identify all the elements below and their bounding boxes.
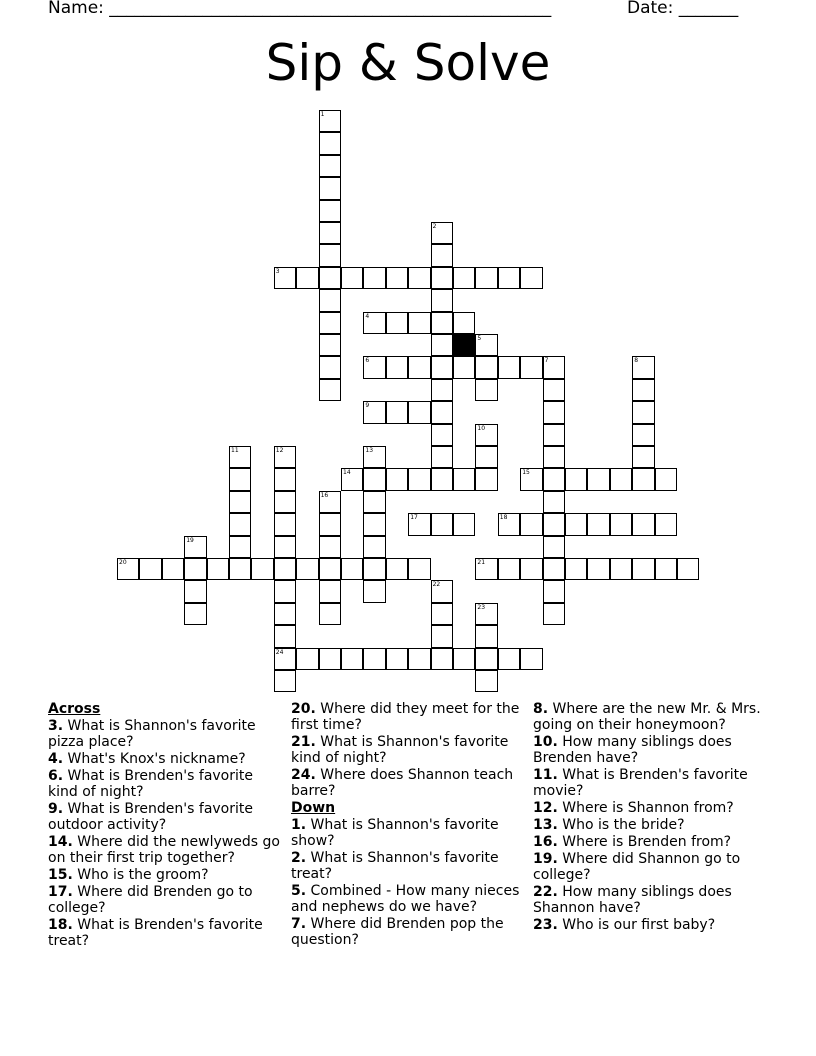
clue-number: 11 — [231, 447, 239, 454]
across-clue — [48, 917, 284, 949]
across-clue — [48, 884, 284, 916]
down-clue — [291, 850, 527, 882]
grid-cell[interactable] — [319, 379, 341, 401]
grid-cell[interactable] — [341, 468, 363, 490]
grid-cell[interactable] — [655, 468, 677, 490]
grid-cell[interactable] — [543, 513, 565, 535]
grid-cell[interactable] — [363, 312, 385, 334]
grid-cell[interactable] — [475, 625, 497, 647]
grid-cell[interactable] — [296, 267, 318, 289]
grid-cell[interactable] — [520, 267, 542, 289]
clue-number: 8 — [634, 357, 639, 365]
grid-cell[interactable] — [431, 424, 453, 446]
grid-cell[interactable] — [386, 312, 408, 334]
grid-cell[interactable] — [274, 446, 296, 468]
grid-cell[interactable] — [229, 446, 251, 468]
down-clue — [533, 800, 769, 816]
clue-text: Where did the newlyweds go on their first trip together? — [48, 834, 280, 866]
grid-cell[interactable] — [587, 513, 609, 535]
grid-cell[interactable] — [319, 312, 341, 334]
clue-number: 18 — [499, 514, 508, 522]
grid-cell[interactable] — [431, 468, 453, 490]
grid-cell[interactable] — [543, 558, 565, 580]
grid-cell[interactable] — [274, 648, 296, 670]
grid-cell[interactable] — [319, 200, 341, 222]
down-clue — [533, 817, 769, 833]
clue-number: 21. — [291, 734, 316, 750]
grid-cell[interactable] — [543, 468, 565, 490]
clue-number: 2. — [291, 850, 307, 866]
across-clue — [48, 768, 284, 800]
grid-cell[interactable] — [408, 401, 430, 423]
grid-cell[interactable] — [520, 558, 542, 580]
across-clue — [48, 801, 284, 833]
grid-cell[interactable] — [341, 267, 363, 289]
grid-cell[interactable] — [274, 558, 296, 580]
down-clue — [291, 817, 527, 849]
grid-cell[interactable] — [610, 468, 632, 490]
clues-column-3 — [533, 701, 769, 934]
clues-column-1 — [48, 701, 284, 950]
clues-column-2 — [291, 701, 527, 949]
grid-cell[interactable] — [431, 289, 453, 311]
grid-cell[interactable] — [117, 558, 139, 580]
grid-cell[interactable] — [431, 244, 453, 266]
grid-cell[interactable] — [408, 356, 430, 378]
grid-cell[interactable] — [431, 513, 453, 535]
clue-text: Where is Brenden from? — [557, 834, 732, 850]
grid-cell[interactable] — [475, 424, 497, 446]
grid-cell[interactable] — [408, 312, 430, 334]
grid-cell[interactable] — [431, 648, 453, 670]
grid-cell[interactable] — [363, 513, 385, 535]
clue-number: 15 — [522, 469, 530, 477]
grid-cell[interactable] — [565, 558, 587, 580]
grid-cell[interactable] — [319, 334, 341, 356]
down-clue — [533, 917, 769, 933]
grid-cell[interactable] — [632, 424, 654, 446]
down-clue — [533, 734, 769, 766]
grid-cell[interactable] — [498, 558, 520, 580]
clue-number: 9 — [365, 402, 370, 410]
grid-cell[interactable] — [587, 558, 609, 580]
clue-number: 13. — [533, 817, 558, 833]
grid-cell[interactable] — [632, 446, 654, 468]
clue-number: 16. — [533, 834, 558, 850]
grid-cell[interactable] — [319, 244, 341, 266]
grid-cell[interactable] — [453, 267, 475, 289]
grid-cell[interactable] — [341, 558, 363, 580]
grid-cell[interactable] — [431, 580, 453, 602]
grid-cell[interactable] — [184, 580, 206, 602]
clue-number: 14 — [343, 469, 351, 477]
grid-cell[interactable] — [453, 648, 475, 670]
grid-cell[interactable] — [319, 648, 341, 670]
clue-number: 5. — [291, 883, 307, 899]
grid-cell[interactable] — [274, 603, 296, 625]
grid-cell[interactable] — [207, 558, 229, 580]
grid-cell[interactable] — [274, 468, 296, 490]
across-clue — [48, 718, 284, 750]
grid-cell[interactable] — [363, 401, 385, 423]
clue-text: What is Shannon's favorite treat? — [291, 850, 499, 882]
grid-cell[interactable] — [475, 648, 497, 670]
grid-cell[interactable] — [543, 356, 565, 378]
down-clue — [533, 851, 769, 883]
grid-cell[interactable] — [319, 513, 341, 535]
across-clue — [291, 767, 527, 799]
across-clue — [291, 734, 527, 766]
grid-cell[interactable] — [565, 513, 587, 535]
grid-cell[interactable] — [543, 401, 565, 423]
grid-cell[interactable] — [475, 603, 497, 625]
grid-cell[interactable] — [610, 513, 632, 535]
grid-cell[interactable] — [453, 312, 475, 334]
grid-cell[interactable] — [386, 558, 408, 580]
clue-number: 19. — [533, 851, 558, 867]
clue-number: 24 — [275, 648, 284, 656]
grid-cell[interactable] — [386, 401, 408, 423]
grid-cell[interactable] — [319, 155, 341, 177]
clue-number: 1 — [320, 111, 325, 118]
grid-cell[interactable] — [363, 558, 385, 580]
clue-number: 12. — [533, 800, 558, 816]
grid-cell[interactable] — [319, 222, 341, 244]
grid-cell[interactable] — [229, 536, 251, 558]
grid-cell[interactable] — [677, 558, 699, 580]
grid-cell[interactable] — [363, 491, 385, 513]
grid-cell[interactable] — [543, 379, 565, 401]
clue-number: 10. — [533, 734, 558, 750]
clue-text: Who is the bride? — [557, 817, 685, 833]
grid-cell[interactable] — [543, 491, 565, 513]
grid-cell[interactable] — [408, 513, 430, 535]
clue-text: Where does Shannon teach barre? — [291, 767, 514, 799]
clue-number: 4 — [365, 312, 370, 320]
grid-cell[interactable] — [274, 536, 296, 558]
across-clue — [48, 751, 284, 767]
grid-cell[interactable] — [453, 513, 475, 535]
grid-cell[interactable] — [431, 625, 453, 647]
grid-cell[interactable] — [319, 558, 341, 580]
down-clue — [291, 883, 527, 915]
down-clue — [533, 834, 769, 850]
clue-text: Combined - How many nieces and nephews do we have? — [291, 883, 520, 915]
grid-cell[interactable] — [655, 513, 677, 535]
grid-cell[interactable] — [543, 580, 565, 602]
clue-number: 7 — [544, 357, 549, 365]
grid-cell[interactable] — [498, 267, 520, 289]
grid-cell[interactable] — [520, 513, 542, 535]
grid-cell[interactable] — [296, 648, 318, 670]
grid-cell[interactable] — [632, 356, 654, 378]
grid-cell[interactable] — [319, 267, 341, 289]
clue-number: 19 — [186, 536, 194, 544]
clue-text: Who is our first baby? — [557, 917, 716, 933]
clue-number: 3 — [275, 267, 280, 275]
grid-cell[interactable] — [319, 289, 341, 311]
clue-number: 14. — [48, 834, 73, 850]
grid-cell[interactable] — [319, 580, 341, 602]
clue-number: 21 — [477, 559, 486, 566]
grid-cell[interactable] — [319, 536, 341, 558]
grid-cell[interactable] — [319, 110, 341, 132]
clue-number: 12 — [275, 447, 284, 454]
grid-cell[interactable] — [319, 491, 341, 513]
grid-cell[interactable] — [363, 648, 385, 670]
grid-cell[interactable] — [341, 648, 363, 670]
grid-cell[interactable] — [431, 356, 453, 378]
clue-number: 13 — [365, 447, 374, 454]
grid-cell[interactable] — [363, 356, 385, 378]
grid-cell[interactable] — [274, 625, 296, 647]
clue-number: 5 — [477, 335, 482, 342]
clue-number: 11. — [533, 767, 558, 783]
grid-cell[interactable] — [453, 468, 475, 490]
grid-cell[interactable] — [408, 558, 430, 580]
grid-cell[interactable] — [408, 267, 430, 289]
grid-cell[interactable] — [386, 468, 408, 490]
grid-cell[interactable] — [431, 312, 453, 334]
grid-cell[interactable] — [386, 267, 408, 289]
grid-cell[interactable] — [363, 580, 385, 602]
grid-cell[interactable] — [408, 468, 430, 490]
clue-number: 4. — [48, 751, 64, 767]
grid-cell[interactable] — [431, 334, 453, 356]
grid-cell[interactable] — [543, 424, 565, 446]
date-field-label: Date: _______ — [627, 0, 739, 18]
clue-number: 22 — [432, 581, 441, 589]
grid-cell[interactable] — [475, 379, 497, 401]
clue-text: What is Shannon's favorite pizza place? — [48, 718, 256, 750]
grid-cell[interactable] — [363, 446, 385, 468]
grid-block — [453, 334, 475, 356]
grid-cell[interactable] — [363, 536, 385, 558]
grid-cell[interactable] — [498, 648, 520, 670]
grid-cell[interactable] — [184, 603, 206, 625]
grid-cell[interactable] — [319, 132, 341, 154]
clue-text: Where did Shannon go to college? — [533, 851, 741, 883]
grid-cell[interactable] — [475, 267, 497, 289]
grid-cell[interactable] — [431, 379, 453, 401]
grid-cell[interactable] — [475, 468, 497, 490]
clue-text: What is Brenden's favorite kind of night? — [48, 768, 253, 800]
clue-text: What is Brenden's favorite outdoor activity? — [48, 801, 253, 833]
grid-cell[interactable] — [274, 670, 296, 692]
clue-number: 8. — [533, 701, 549, 717]
across-heading: Across — [48, 701, 101, 717]
grid-cell[interactable] — [475, 670, 497, 692]
clue-number: 7. — [291, 916, 307, 932]
grid-cell[interactable] — [274, 513, 296, 535]
down-clue — [291, 916, 527, 948]
grid-cell[interactable] — [162, 558, 184, 580]
down-heading: Down — [291, 800, 336, 816]
grid-cell[interactable] — [319, 603, 341, 625]
clue-number: 18. — [48, 917, 73, 933]
grid-cell[interactable] — [184, 558, 206, 580]
grid-cell[interactable] — [274, 580, 296, 602]
clue-text: How many siblings does Brenden have? — [533, 734, 732, 766]
clue-text: Where did Brenden pop the question? — [291, 916, 504, 948]
down-clue — [533, 884, 769, 916]
grid-cell[interactable] — [274, 267, 296, 289]
grid-cell[interactable] — [431, 222, 453, 244]
clue-number: 15. — [48, 867, 73, 883]
grid-cell[interactable] — [632, 379, 654, 401]
clue-number: 24. — [291, 767, 316, 783]
grid-cell[interactable] — [632, 558, 654, 580]
grid-cell[interactable] — [520, 356, 542, 378]
grid-cell[interactable] — [229, 468, 251, 490]
clue-text: What is Shannon's favorite show? — [291, 817, 499, 849]
clue-text: What is Brenden's favorite treat? — [48, 917, 263, 949]
grid-cell[interactable] — [408, 648, 430, 670]
clue-text: Where are the new Mr. & Mrs. going on their honeymoon? — [533, 701, 761, 733]
grid-cell[interactable] — [386, 648, 408, 670]
grid-cell[interactable] — [453, 356, 475, 378]
grid-cell[interactable] — [251, 558, 273, 580]
grid-cell[interactable] — [543, 536, 565, 558]
grid-cell[interactable] — [520, 468, 542, 490]
grid-cell[interactable] — [229, 491, 251, 513]
grid-cell[interactable] — [229, 558, 251, 580]
clue-number: 3. — [48, 718, 64, 734]
clue-text: What is Shannon's favorite kind of night? — [291, 734, 509, 766]
clue-number: 16 — [320, 491, 329, 499]
grid-cell[interactable] — [498, 356, 520, 378]
across-clue — [48, 834, 284, 866]
grid-cell[interactable] — [139, 558, 161, 580]
clue-number: 20. — [291, 701, 316, 717]
clue-text: Where is Shannon from? — [557, 800, 734, 816]
grid-cell[interactable] — [475, 356, 497, 378]
grid-cell[interactable] — [363, 267, 385, 289]
clue-number: 23. — [533, 917, 558, 933]
grid-cell[interactable] — [543, 446, 565, 468]
grid-cell[interactable] — [431, 267, 453, 289]
clue-number: 20 — [119, 559, 127, 566]
grid-cell[interactable] — [319, 356, 341, 378]
clue-number: 17 — [410, 514, 418, 522]
puzzle-title: Sip & Solve — [265, 34, 551, 92]
grid-cell[interactable] — [520, 648, 542, 670]
across-clue — [291, 701, 527, 733]
clue-number: 6 — [365, 357, 370, 365]
clue-number: 2 — [432, 223, 437, 230]
grid-cell[interactable] — [475, 446, 497, 468]
grid-cell[interactable] — [274, 491, 296, 513]
clue-text: Where did they meet for the first time? — [291, 701, 520, 733]
clue-text: How many siblings does Shannon have? — [533, 884, 732, 916]
down-clue — [533, 701, 769, 733]
grid-cell[interactable] — [431, 401, 453, 423]
grid-cell[interactable] — [319, 177, 341, 199]
clue-text: What's Knox's nickname? — [63, 751, 246, 767]
clue-text: Where did Brenden go to college? — [48, 884, 253, 916]
grid-cell[interactable] — [296, 558, 318, 580]
grid-cell[interactable] — [632, 401, 654, 423]
grid-cell[interactable] — [498, 513, 520, 535]
clue-number: 1. — [291, 817, 307, 833]
clue-number: 23 — [477, 603, 486, 611]
clue-number: 10 — [477, 424, 486, 432]
grid-cell[interactable] — [386, 356, 408, 378]
clue-text: What is Brenden's favorite movie? — [533, 767, 748, 799]
grid-cell[interactable] — [229, 513, 251, 535]
grid-cell[interactable] — [475, 558, 497, 580]
grid-cell[interactable] — [632, 468, 654, 490]
grid-cell[interactable] — [363, 468, 385, 490]
grid-cell[interactable] — [655, 558, 677, 580]
clue-number: 9. — [48, 801, 64, 817]
down-clue — [533, 767, 769, 799]
grid-cell[interactable] — [184, 536, 206, 558]
grid-cell[interactable] — [587, 468, 609, 490]
clue-number: 6. — [48, 768, 64, 784]
name-field-label: Name: ____________________________________________________ — [48, 0, 552, 18]
grid-cell[interactable] — [475, 334, 497, 356]
grid-cell[interactable] — [610, 558, 632, 580]
across-clue — [48, 867, 284, 883]
grid-cell[interactable] — [431, 446, 453, 468]
grid-cell[interactable] — [543, 603, 565, 625]
clue-number: 17. — [48, 884, 73, 900]
clue-text: Who is the groom? — [72, 867, 209, 883]
grid-cell[interactable] — [632, 513, 654, 535]
clue-number: 22. — [533, 884, 558, 900]
grid-cell[interactable] — [565, 468, 587, 490]
grid-cell[interactable] — [431, 603, 453, 625]
